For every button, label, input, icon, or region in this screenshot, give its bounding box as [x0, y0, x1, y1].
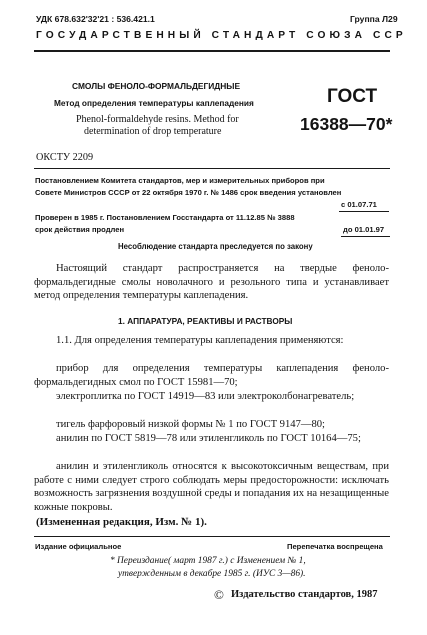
decree-line5: срок действия продлен	[35, 225, 125, 234]
extension-date-underline	[341, 236, 390, 237]
para-device: прибор для определения температуры каплепадения феноло-формальдегидных смол по ГОСТ 15981—70;	[34, 363, 389, 388]
extension-date: до 01.01.97	[343, 225, 385, 234]
para-aniline: анилин по ГОСТ 5819—78 или этиленгликоль по ГОСТ 10164—75;	[56, 433, 361, 444]
section-heading: 1. АППАРАТУРА, РЕАКТИВЫ И РАСТВОРЫ	[118, 316, 293, 326]
official-edition: Издание официальное	[35, 542, 122, 551]
legal-warning: Несоблюдение стандарта преследуется по закону	[118, 242, 313, 251]
title-en-line1: Phenol-formaldehyde resins. Method for	[76, 114, 239, 125]
subtitle-ru: Метод определения температуры каплепадения	[54, 98, 254, 108]
udk-code: УДК 678.632'32'21 : 536.421.1	[36, 14, 155, 24]
copyright-line: Издательство стандартов, 1987	[231, 589, 378, 600]
decree-line2: Совете Министров СССР от 22 октября 1970 г. № 1486 срок введения установлен	[35, 188, 342, 197]
gost-label: ГОСТ	[327, 86, 378, 107]
para-1-1: 1.1. Для определения температуры каплепадения применяются:	[56, 335, 344, 346]
para-safety: анилин и этиленгликоль относятся к высокотоксичным веществам, при работе с ними следует строго соблюдать меры предосторожности: исключать возможность загрязнения воздушной среды и попадания их на незащищенные кожные покровы.	[34, 461, 389, 514]
amendment-note: (Измененная редакция, Изм. № 1).	[36, 516, 207, 528]
header-rule	[34, 50, 390, 52]
reprint-banned: Перепечатка воспрещена	[287, 542, 383, 551]
title-en-line2: determination of drop temperature	[84, 126, 222, 137]
decree-line4: Проверен в 1985 г. Постановлением Госстандарта от 11.12.85 № 3888	[35, 213, 295, 222]
reissue-note-line2: утвержденным в декабре 1985 г. (ИУС 3—86).	[118, 569, 306, 579]
title-ru: СМОЛЫ ФЕНОЛО-ФОРМАЛЬДЕГИДНЫЕ	[72, 81, 241, 91]
title-rule	[34, 168, 390, 169]
footer-rule	[34, 536, 390, 537]
group-code: Группа Л29	[350, 14, 398, 24]
effective-date: с 01.07.71	[341, 200, 377, 209]
state-standard-banner: ГОСУДАРСТВЕННЫЙ СТАНДАРТ СОЮЗА ССР	[36, 30, 407, 41]
effective-date-underline	[339, 211, 389, 212]
para-crucible: тигель фарфоровый низкой формы № 1 по ГОСТ 9147—80;	[56, 419, 326, 430]
reissue-note-line1: * Переиздание( март 1987 г.) с Изменением № 1,	[110, 556, 306, 566]
intro-paragraph: Настоящий стандарт распространяется на твердые феноло-формальдегидные смолы новолачного и резольного типа и устанавливает метод определения температуры каплепадения.	[34, 263, 389, 302]
decree-line1: Постановлением Комитета стандартов, мер и измерительных приборов при	[35, 176, 325, 185]
gost-number: 16388—70*	[300, 114, 393, 134]
para-hotplate: электроплитка по ГОСТ 14919—83 или электроколбонагреватель;	[56, 391, 355, 402]
copyright-icon: ©	[214, 587, 224, 602]
okstu-code: ОКСТУ 2209	[36, 152, 94, 163]
